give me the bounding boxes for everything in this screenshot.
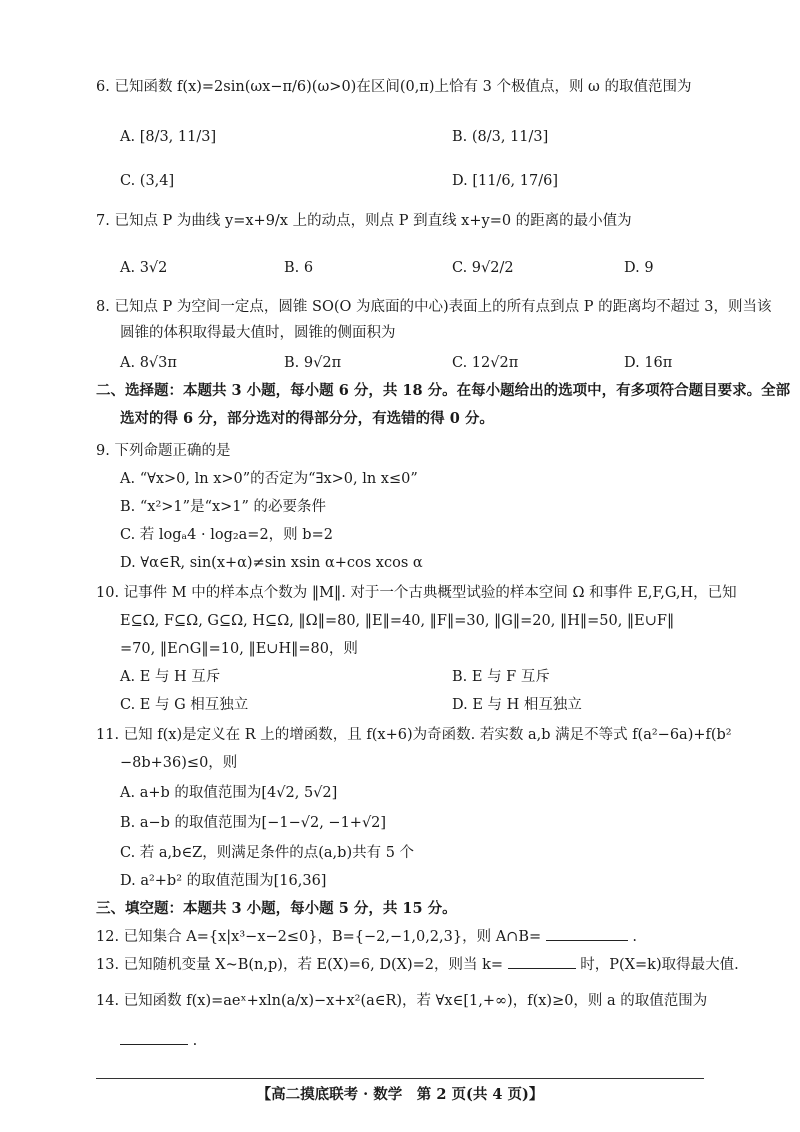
- q14-answer-blank[interactable]: [120, 1030, 188, 1045]
- section-2-heading-line1: 二、选择题：本题共 3 小题，每小题 6 分，共 18 分。在每小题给出的选项中，有多项符合题目要求。全部: [96, 382, 791, 399]
- q7-stem: 7. 已知点 P 为曲线 y=x+9/x 上的动点，则点 P 到直线 x+y=0 的距离的最小值为: [96, 213, 632, 229]
- q6-option-c: C. (3,4]: [120, 173, 175, 189]
- q6-stem: 6. 已知函数 f(x)=2sin(ωx−π/6)(ω>0)在区间(0,π)上恰有 3 个极值点，则 ω 的取值范围为: [96, 79, 692, 95]
- q11-stem-line1: 11. 已知 f(x)是定义在 R 上的增函数，且 f(x+6)为奇函数. 若实数 a,b 满足不等式 f(a²−6a)+f(b²: [96, 727, 732, 743]
- q10-option-b: B. E 与 F 互斥: [452, 669, 550, 685]
- q7-option-c: C. 9√2/2: [452, 260, 514, 276]
- q9-option-d: D. ∀α∈R, sin(x+α)≠sin xsin α+cos xcos α: [120, 555, 423, 571]
- q14-end: .: [192, 1033, 198, 1049]
- q10-stem-line3: =70, ‖E∩G‖=10, ‖E∪H‖=80，则: [120, 641, 358, 657]
- q10-option-c: C. E 与 G 相互独立: [120, 697, 249, 713]
- q9-option-b: B. “x²>1”是“x>1” 的必要条件: [120, 499, 327, 515]
- q13-stem: 13. 已知随机变量 X~B(n,p)，若 E(X)=6, D(X)=2，则当 k=: [96, 957, 504, 973]
- q10-stem-line1: 10. 记事件 M 中的样本点个数为 ‖M‖. 对于一个古典概型试验的样本空间 Ω 和事件 E,F,G,H，已知: [96, 585, 737, 601]
- page-footer: 【高二摸底联考 · 数学 第 2 页(共 4 页)】: [256, 1086, 544, 1103]
- q8-option-c: C. 12√2π: [452, 355, 519, 371]
- q10-stem-line2: E⊆Ω, F⊆Ω, G⊆Ω, H⊆Ω, ‖Ω‖=80, ‖E‖=40, ‖F‖=30, ‖G‖=20, ‖H‖=50, ‖E∪F‖: [120, 613, 675, 629]
- q9-option-a: A. “∀x>0, ln x>0”的否定为“∃x>0, ln x≤0”: [120, 471, 418, 487]
- q6-option-b: B. (8/3, 11/3]: [452, 129, 549, 145]
- q11-option-d: D. a²+b² 的取值范围为[16,36]: [120, 873, 327, 889]
- q10-option-d: D. E 与 H 相互独立: [452, 697, 582, 713]
- q9-stem: 9. 下列命题正确的是: [96, 443, 231, 459]
- section-2-heading-line2: 选对的得 6 分，部分选对的得部分分，有选错的得 0 分。: [120, 410, 494, 427]
- q10-option-a: A. E 与 H 互斥: [120, 669, 221, 685]
- q7-option-a: A. 3√2: [120, 260, 168, 276]
- q7-option-b: B. 6: [284, 260, 314, 276]
- q14-line2: [120, 1030, 197, 1052]
- q12-line: [96, 926, 637, 948]
- q7-option-d: D. 9: [624, 260, 654, 276]
- q11-option-a: A. a+b 的取值范围为[4√2, 5√2]: [120, 785, 338, 801]
- q12-stem: 12. 已知集合 A={x|x³−x−2≤0}，B={−2,−1,0,2,3}，则 A∩B=: [96, 929, 542, 945]
- q8-option-d: D. 16π: [624, 355, 673, 371]
- q11-option-c: C. 若 a,b∈Z，则满足条件的点(a,b)共有 5 个: [120, 845, 415, 861]
- footer-rule: [96, 1078, 704, 1079]
- section-3-heading: 三、填空题：本题共 3 小题，每小题 5 分，共 15 分。: [96, 900, 457, 917]
- q9-option-c: C. 若 logₐ4 · log₂a=2，则 b=2: [120, 527, 333, 543]
- q13-line: [96, 954, 739, 976]
- q12-answer-blank[interactable]: [546, 926, 628, 941]
- q6-option-d: D. [11/6, 17/6]: [452, 173, 558, 189]
- q8-stem-line1: 8. 已知点 P 为空间一定点，圆锥 SO(O 为底面的中心)表面上的所有点到点 P 的距离均不超过 3，则当该: [96, 299, 772, 315]
- q12-end: .: [632, 929, 637, 945]
- q13-answer-blank[interactable]: [508, 954, 576, 969]
- q8-stem-line2: 圆锥的体积取得最大值时，圆锥的侧面积为: [120, 325, 396, 341]
- q14-stem: 14. 已知函数 f(x)=aeˣ+xln(a/x)−x+x²(a∈R)，若 ∀x∈[1,+∞)，f(x)≥0，则 a 的取值范围为: [96, 993, 708, 1009]
- q13-end: 时，P(X=k)取得最大值.: [580, 957, 739, 973]
- q8-option-a: A. 8√3π: [120, 355, 177, 371]
- q6-option-a: A. [8/3, 11/3]: [120, 129, 217, 145]
- q11-option-b: B. a−b 的取值范围为[−1−√2, −1+√2]: [120, 815, 387, 831]
- q11-stem-line2: −8b+36)≤0，则: [120, 755, 238, 771]
- q8-option-b: B. 9√2π: [284, 355, 342, 371]
